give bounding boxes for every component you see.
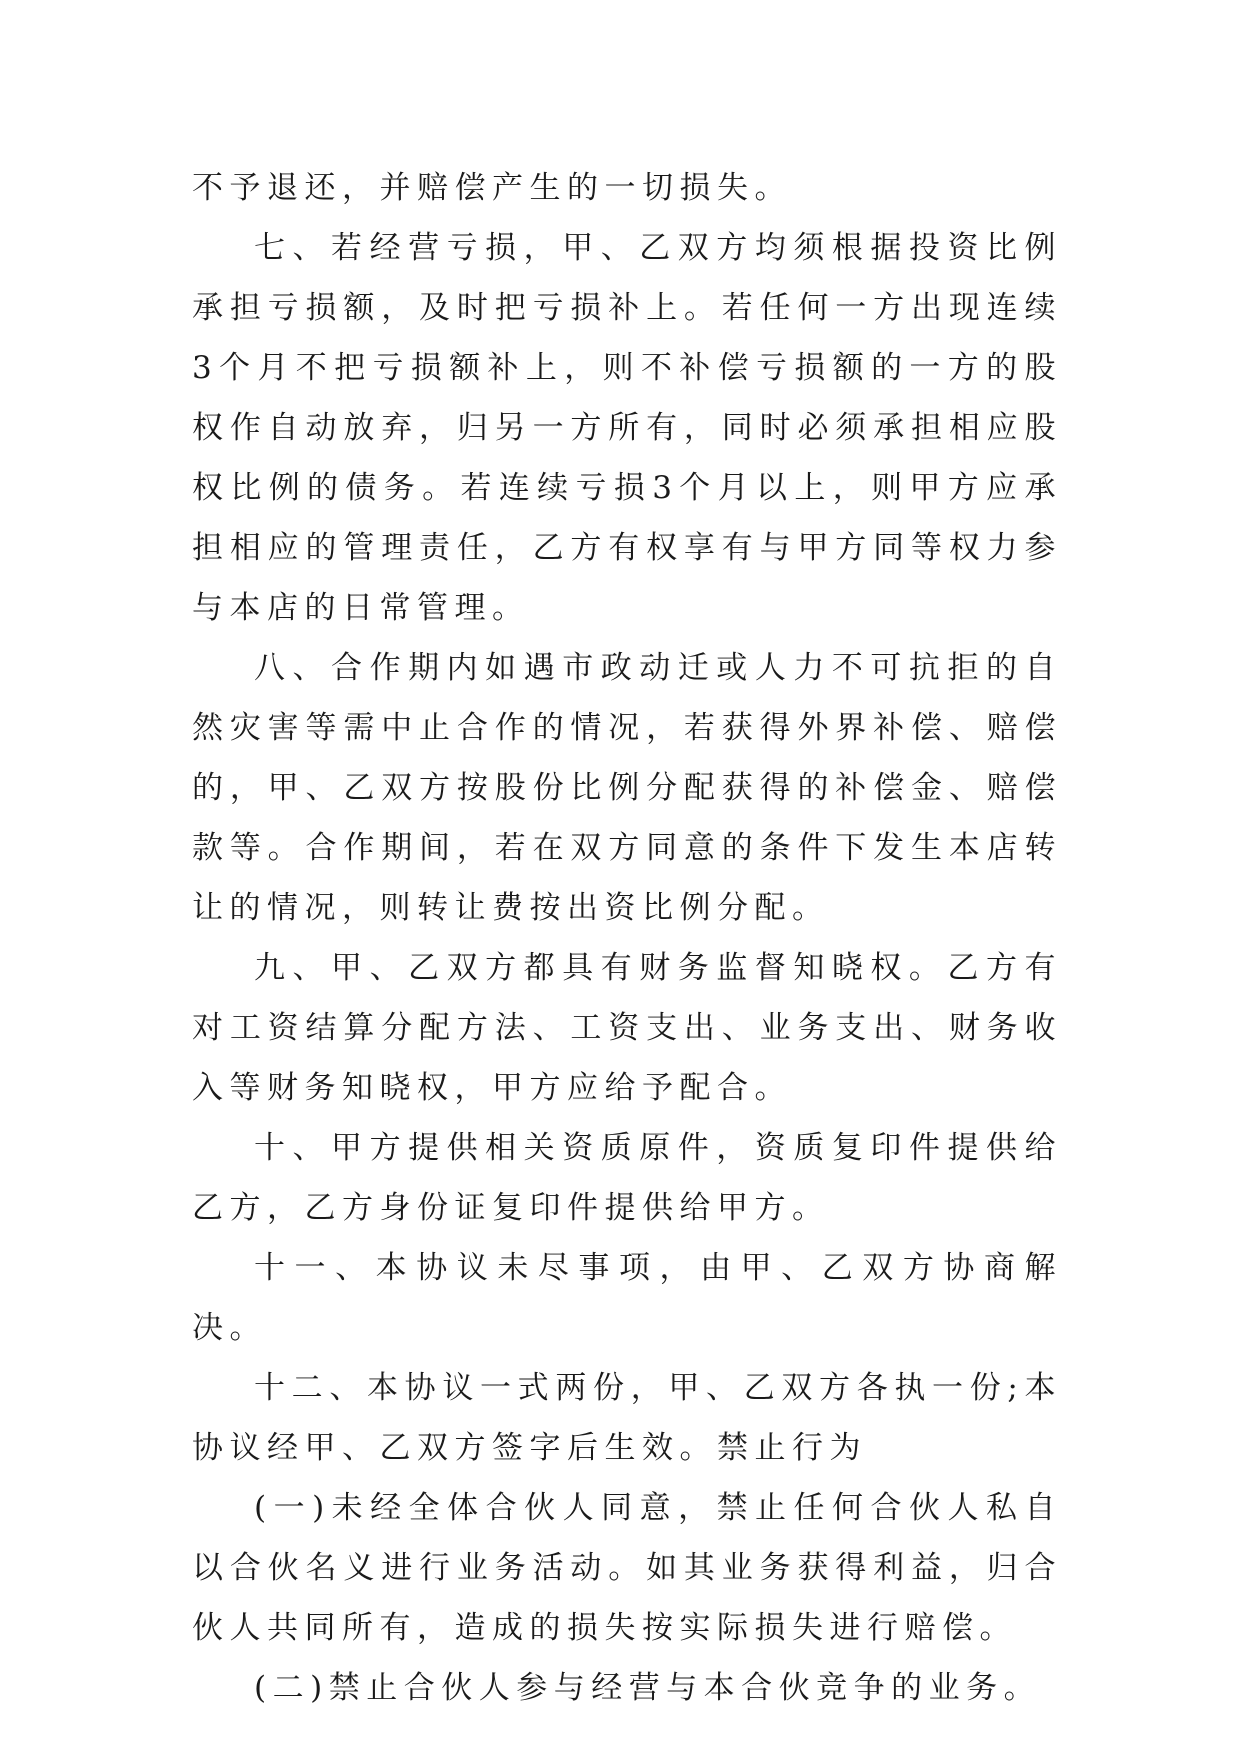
paragraph-clause-9: 九、甲、乙双方都具有财务监督知晓权。乙方有对工资结算分配方法、工资支出、业务支出、财务收入等财务知晓权，甲方应给予配合。 <box>192 950 1062 1106</box>
document-body <box>192 158 1062 1718</box>
paragraph-clause-11: 十一、本协议未尽事项，由甲、乙双方协商解决。 <box>192 1250 1062 1346</box>
paragraph-clause-12: 十二、本协议一式两份，甲、乙双方各执一份;本协议经甲、乙双方签字后生效。禁止行为 <box>192 1370 1062 1466</box>
paragraph-clause-10: 十、甲方提供相关资质原件，资质复印件提供给乙方，乙方身份证复印件提供给甲方。 <box>192 1130 1062 1226</box>
paragraph-clause-8: 八、合作期内如遇市政动迁或人力不可抗拒的自然灾害等需中止合作的情况，若获得外界补偿、赔偿的，甲、乙双方按股份比例分配获得的补偿金、赔偿款等。合作期间，若在双方同意的条件下发生本店转让的情况，则转让费按出资比例分配。 <box>192 650 1062 926</box>
paragraph-continuation: 不予退还，并赔偿产生的一切损失。 <box>192 170 792 206</box>
paragraph-prohibition-1: (一)未经全体合伙人同意，禁止任何合伙人私自以合伙名义进行业务活动。如其业务获得利益，归合伙人共同所有，造成的损失按实际损失进行赔偿。 <box>192 1490 1062 1646</box>
paragraph-prohibition-2: (二)禁止合伙人参与经营与本合伙竞争的业务。 <box>254 1670 1042 1706</box>
paragraph-clause-7: 七、若经营亏损，甲、乙双方均须根据投资比例承担亏损额，及时把亏损补上。若任何一方出现连续3个月不把亏损额补上，则不补偿亏损额的一方的股权作自动放弃，归另一方所有，同时必须承担相应股权比例的债务。若连续亏损3个月以上，则甲方应承担相应的管理责任，乙方有权享有与甲方同等权力参与本店的日常管理。 <box>192 230 1062 626</box>
